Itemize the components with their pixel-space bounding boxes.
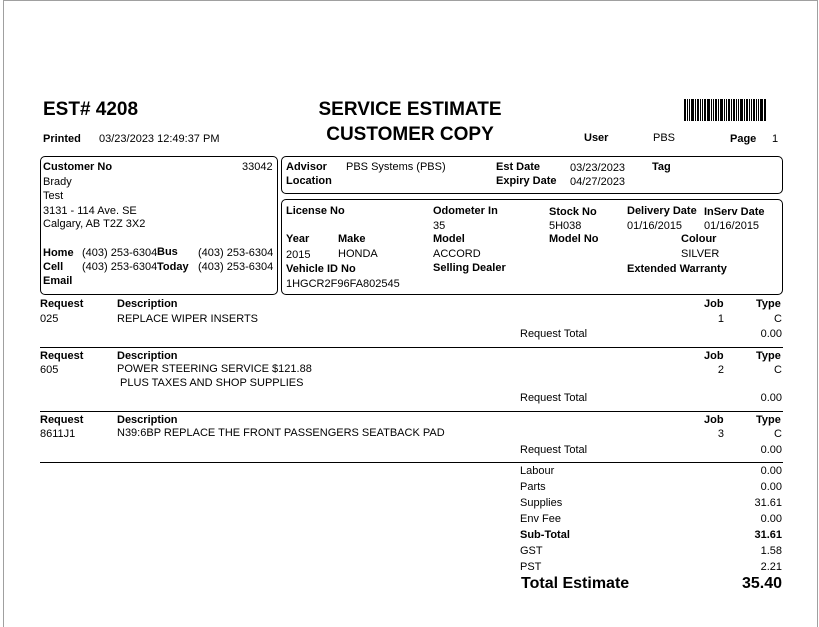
location-label: Location (286, 175, 332, 187)
page-number: 1 (772, 133, 779, 145)
barcode-bar (689, 99, 690, 121)
barcode-bar (713, 99, 714, 121)
request-type: C (774, 313, 782, 325)
type-header-label: Type (756, 414, 781, 426)
dealer-label: Selling Dealer (433, 262, 506, 274)
job-header-label: Job (704, 350, 724, 362)
request-header-label: Request (40, 298, 84, 310)
odometer-label: Odometer In (433, 205, 498, 217)
divider (40, 411, 783, 412)
model-no-label: Model No (549, 233, 599, 245)
barcode-bar (760, 99, 763, 121)
customer-no: 33042 (242, 161, 273, 173)
bus-phone: (403) 253-6304 (198, 247, 274, 259)
supplies-label: Supplies (520, 497, 563, 509)
description-header-label: Description (117, 298, 178, 310)
printed-value: 03/23/2023 12:49:37 PM (99, 133, 220, 145)
divider (40, 462, 783, 463)
type-header-label: Type (756, 298, 781, 310)
barcode-bar (718, 99, 719, 121)
stock-value: 5H038 (549, 220, 582, 232)
barcode-bar (702, 99, 703, 121)
request-total-label: Request Total (520, 444, 588, 456)
make-label: Make (338, 233, 366, 245)
env-fee-label: Env Fee (520, 513, 561, 525)
model-value: ACCORD (433, 248, 481, 260)
description-header-label: Description (117, 350, 178, 362)
request-description: POWER STEERING SERVICE $121.88 (117, 363, 312, 375)
barcode-bar (751, 99, 752, 121)
total-estimate-value: 35.40 (741, 575, 782, 592)
colour-value: SILVER (681, 248, 720, 260)
request-header-label: Request (40, 350, 84, 362)
vin-label: Vehicle ID No (286, 263, 356, 275)
colour-label: Colour (681, 233, 717, 245)
barcode-bar (691, 99, 694, 121)
est-date-label: Est Date (496, 161, 541, 173)
customer-address2: Calgary, AB T2Z 3X2 (43, 218, 146, 230)
request-job: 2 (717, 364, 724, 376)
inserv-date: 01/16/2015 (704, 220, 760, 232)
supplies-value: 31.61 (754, 497, 782, 509)
est-date: 03/23/2023 (570, 162, 626, 174)
user-label: User (584, 132, 609, 144)
parts-label: Parts (520, 481, 546, 493)
page-label: Page (730, 133, 757, 145)
year-value: 2015 (286, 249, 311, 261)
barcode-bar (736, 99, 737, 121)
request-total-label: Request Total (520, 328, 588, 340)
advisor-label: Advisor (286, 161, 327, 173)
subtotal-value: 31.61 (754, 529, 782, 541)
barcode-bar (695, 99, 696, 121)
user-value: PBS (653, 132, 676, 144)
description-header-label: Description (117, 414, 178, 426)
barcode-bar (720, 99, 723, 121)
today-label: Today (157, 261, 189, 273)
license-label: License No (286, 205, 345, 217)
home-phone: (403) 253-6304 (82, 247, 158, 259)
make-value: HONDA (338, 248, 378, 260)
barcode-bar (746, 99, 748, 121)
estimate-number: EST# 4208 (43, 99, 139, 120)
barcode-bar (715, 99, 717, 121)
year-label: Year (286, 233, 310, 245)
barcode-bar (700, 99, 701, 121)
request-header-label: Request (40, 414, 84, 426)
barcode-bar (711, 99, 712, 121)
barcode-bar (764, 99, 766, 121)
warranty-label: Extended Warranty (627, 263, 727, 275)
subtotal-label: Sub-Total (520, 529, 570, 541)
parts-value: 0.00 (760, 481, 782, 493)
request-job: 1 (717, 313, 724, 325)
env-fee-value: 0.00 (760, 513, 782, 525)
customer-first-name: Brady (43, 176, 72, 188)
request-total-value: 0.00 (760, 444, 782, 456)
advisor-value: PBS Systems (PBS) (346, 161, 446, 173)
document-subtitle: CUSTOMER COPY (326, 124, 494, 145)
job-header-label: Job (704, 298, 724, 310)
request-description: N39:6BP REPLACE THE FRONT PASSENGERS SEATBACK PAD (117, 427, 445, 439)
home-label: Home (43, 247, 74, 259)
bus-label: Bus (157, 246, 178, 258)
request-type: C (774, 428, 782, 440)
odometer-value: 35 (433, 220, 446, 232)
barcode-bar (707, 99, 710, 121)
customer-last-name: Test (43, 190, 64, 202)
request-code: 605 (40, 364, 59, 376)
request-description: REPLACE WIPER INSERTS (117, 313, 258, 325)
model-label: Model (433, 233, 465, 245)
labour-value: 0.00 (760, 465, 782, 477)
printed-label: Printed (43, 133, 81, 145)
barcode-bar (753, 99, 755, 121)
barcode-bar (724, 99, 725, 121)
barcode-bar (733, 99, 735, 121)
delivery-date: 01/16/2015 (627, 220, 683, 232)
barcode-bar (697, 99, 699, 121)
barcode-bar (728, 99, 730, 121)
barcode-bar (687, 99, 688, 121)
divider (40, 347, 783, 348)
request-code: 025 (40, 313, 59, 325)
customer-address1: 3131 - 114 Ave. SE (43, 205, 137, 217)
tag-label: Tag (652, 161, 671, 173)
delivery-label: Delivery Date (627, 205, 697, 217)
request-description-line2: PLUS TAXES AND SHOP SUPPLIES (117, 377, 304, 389)
cell-phone: (403) 253-6304 (82, 261, 158, 273)
stock-label: Stock No (549, 206, 597, 218)
barcode-bar (731, 99, 732, 121)
barcode-bar (726, 99, 727, 121)
barcode-bar (704, 99, 706, 121)
barcode-bar (756, 99, 757, 121)
barcode-bar (738, 99, 739, 121)
email-label: Email (43, 275, 73, 287)
request-total-label: Request Total (520, 392, 588, 404)
inserv-label: InServ Date (704, 206, 765, 218)
gst-label: GST (520, 545, 543, 557)
total-estimate-label: Total Estimate (521, 575, 630, 592)
vin-value: 1HGCR2F96FA802545 (286, 278, 400, 290)
request-job: 3 (717, 428, 724, 440)
request-total-value: 0.00 (760, 392, 782, 404)
barcode-bar (744, 99, 745, 121)
pst-value: 2.21 (760, 561, 782, 573)
job-header-label: Job (704, 414, 724, 426)
gst-value: 1.58 (760, 545, 782, 557)
customer-no-label: Customer No (43, 161, 113, 173)
request-total-value: 0.00 (760, 328, 782, 340)
barcode-image (684, 99, 780, 121)
pst-label: PST (520, 561, 542, 573)
cell-label: Cell (43, 261, 64, 273)
request-type: C (774, 364, 782, 376)
barcode-bar (684, 99, 686, 121)
today-phone: (403) 253-6304 (198, 261, 274, 273)
expiry-date: 04/27/2023 (570, 176, 626, 188)
expiry-label: Expiry Date (496, 175, 557, 187)
barcode-bar (740, 99, 743, 121)
labour-label: Labour (520, 465, 555, 477)
request-code: 8611J1 (40, 428, 76, 440)
barcode-bar (749, 99, 750, 121)
document-title: SERVICE ESTIMATE (318, 99, 502, 120)
barcode-bar (758, 99, 759, 121)
type-header-label: Type (756, 350, 781, 362)
